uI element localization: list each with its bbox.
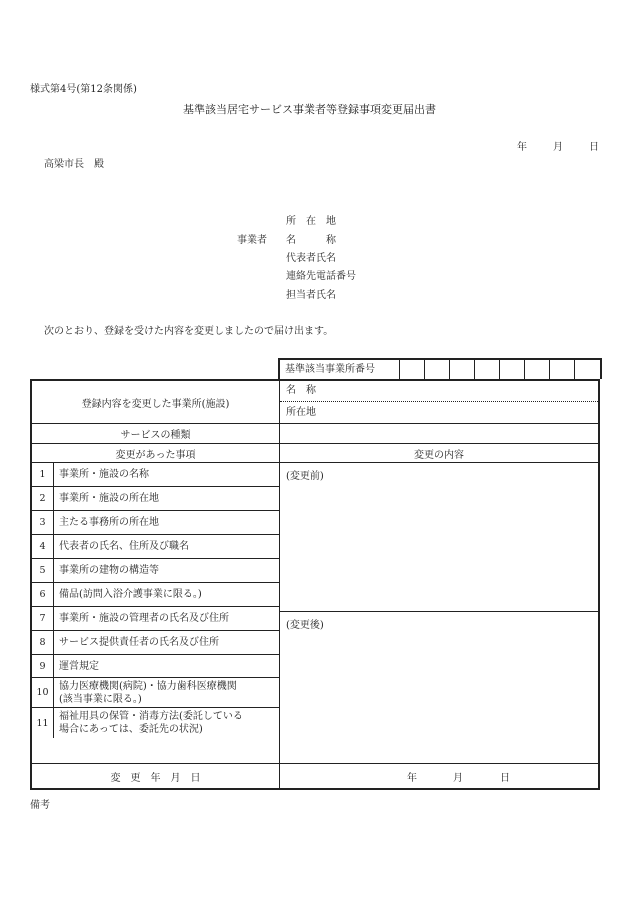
item-text: 代表者の氏名、住所及び職名 bbox=[59, 541, 189, 552]
item-number: 11 bbox=[32, 708, 54, 738]
registration-number-cell[interactable] bbox=[450, 360, 475, 379]
change-before-label: (変更前) bbox=[286, 471, 324, 482]
changed-items-list bbox=[32, 463, 280, 763]
date-year: 年 bbox=[517, 142, 527, 153]
item-row[interactable] bbox=[32, 487, 279, 511]
items-block bbox=[32, 463, 598, 764]
item-row[interactable] bbox=[32, 583, 279, 607]
registration-number-cell[interactable] bbox=[575, 360, 600, 379]
item-text: 備品(訪問入浴介護事業に限る。) bbox=[59, 589, 202, 600]
registration-change-table bbox=[30, 379, 600, 790]
form-title: 基準該当居宅サービス事業者等登録事項変更届出書 bbox=[183, 103, 436, 116]
facility-label: 登録内容を変更した事業所(施設) bbox=[32, 381, 280, 423]
change-content-header: 変更の内容 bbox=[414, 449, 464, 461]
change-date-row bbox=[32, 764, 598, 788]
item-row[interactable] bbox=[32, 655, 279, 678]
registration-number-label: 基準該当事業所番号 bbox=[280, 360, 400, 379]
facility-name-field[interactable]: 名 称 bbox=[280, 381, 598, 402]
item-text-line2: 場合にあっては、委託先の状況) bbox=[59, 724, 203, 735]
item-number: 8 bbox=[32, 631, 54, 654]
item-row[interactable] bbox=[32, 607, 279, 631]
item-number: 7 bbox=[32, 607, 54, 630]
change-date-field[interactable] bbox=[280, 764, 598, 788]
facility-row bbox=[32, 381, 598, 424]
item-number: 9 bbox=[32, 655, 54, 677]
item-number: 10 bbox=[32, 678, 54, 707]
item-number: 6 bbox=[32, 583, 54, 606]
item-row[interactable] bbox=[32, 511, 279, 535]
applicant-rep-label: 代表者氏名 bbox=[286, 253, 336, 264]
item-row[interactable] bbox=[32, 463, 279, 487]
item-text: 事業所・施設の名称 bbox=[59, 469, 149, 480]
header-row bbox=[32, 444, 598, 463]
service-type-row bbox=[32, 424, 598, 444]
registration-number-cell[interactable] bbox=[425, 360, 450, 379]
change-date-year: 年 bbox=[407, 773, 417, 784]
item-text: サービス提供責任者の氏名及び住所 bbox=[59, 637, 219, 648]
item-text: 事業所・施設の管理者の氏名及び住所 bbox=[59, 613, 229, 624]
item-number: 2 bbox=[32, 487, 54, 510]
facility-address-field[interactable]: 所在地 bbox=[286, 407, 316, 418]
item-text: 福祉用具の保管・消毒方法(委託している bbox=[59, 711, 243, 722]
item-number: 1 bbox=[32, 463, 54, 486]
registration-number-row bbox=[278, 358, 602, 379]
registration-number-cell[interactable] bbox=[475, 360, 500, 379]
item-number: 4 bbox=[32, 535, 54, 558]
registration-number-cell[interactable] bbox=[400, 360, 425, 379]
item-row[interactable] bbox=[32, 708, 279, 738]
change-date-day: 日 bbox=[500, 773, 510, 784]
item-text-line2: (該当事業に限る。) bbox=[59, 693, 142, 705]
item-row[interactable] bbox=[32, 559, 279, 583]
change-before-field[interactable] bbox=[280, 463, 598, 612]
change-date-label: 変 更 年 月 日 bbox=[32, 764, 280, 788]
item-row[interactable] bbox=[32, 678, 279, 708]
registration-number-cell[interactable] bbox=[550, 360, 575, 379]
date-day: 日 bbox=[589, 142, 599, 153]
service-type-label: サービスの種類 bbox=[32, 424, 280, 443]
item-number: 3 bbox=[32, 511, 54, 534]
item-text: 運営規定 bbox=[59, 660, 99, 672]
registration-number-cell[interactable] bbox=[525, 360, 550, 379]
form-number: 様式第4号(第12条関係) bbox=[30, 84, 137, 95]
change-date-month: 月 bbox=[453, 773, 463, 784]
applicant-name-label: 名 称 bbox=[286, 235, 336, 246]
item-number: 5 bbox=[32, 559, 54, 582]
item-text: 事業所の建物の構造等 bbox=[59, 565, 159, 576]
service-type-field[interactable] bbox=[280, 424, 598, 443]
facility-fields bbox=[280, 381, 598, 423]
addressee: 高梁市長 殿 bbox=[44, 159, 104, 170]
applicant-phone-label: 連絡先電話番号 bbox=[286, 271, 356, 282]
statement: 次のとおり、登録を受けた内容を変更しましたので届け出ます。 bbox=[44, 326, 334, 337]
item-row[interactable] bbox=[32, 631, 279, 655]
item-row[interactable] bbox=[32, 535, 279, 559]
change-after-field[interactable] bbox=[280, 612, 598, 763]
registration-number-cell[interactable] bbox=[500, 360, 525, 379]
item-text: 主たる事務所の所在地 bbox=[59, 517, 159, 528]
item-text: 協力医療機関(病院)・協力歯科医療機関 bbox=[59, 680, 237, 692]
applicant-address-label: 所 在 地 bbox=[286, 216, 336, 227]
remarks-label: 備考 bbox=[30, 800, 50, 811]
date-month: 月 bbox=[553, 142, 563, 153]
changed-items-header: 変更があった事項 bbox=[32, 444, 280, 462]
applicant-label: 事業者 bbox=[237, 235, 267, 246]
registration-number-cells bbox=[400, 360, 600, 379]
change-after-label: (変更後) bbox=[286, 620, 324, 631]
applicant-contact-label: 担当者氏名 bbox=[286, 290, 336, 301]
change-content-column bbox=[280, 463, 598, 763]
item-text: 事業所・施設の所在地 bbox=[59, 493, 159, 504]
